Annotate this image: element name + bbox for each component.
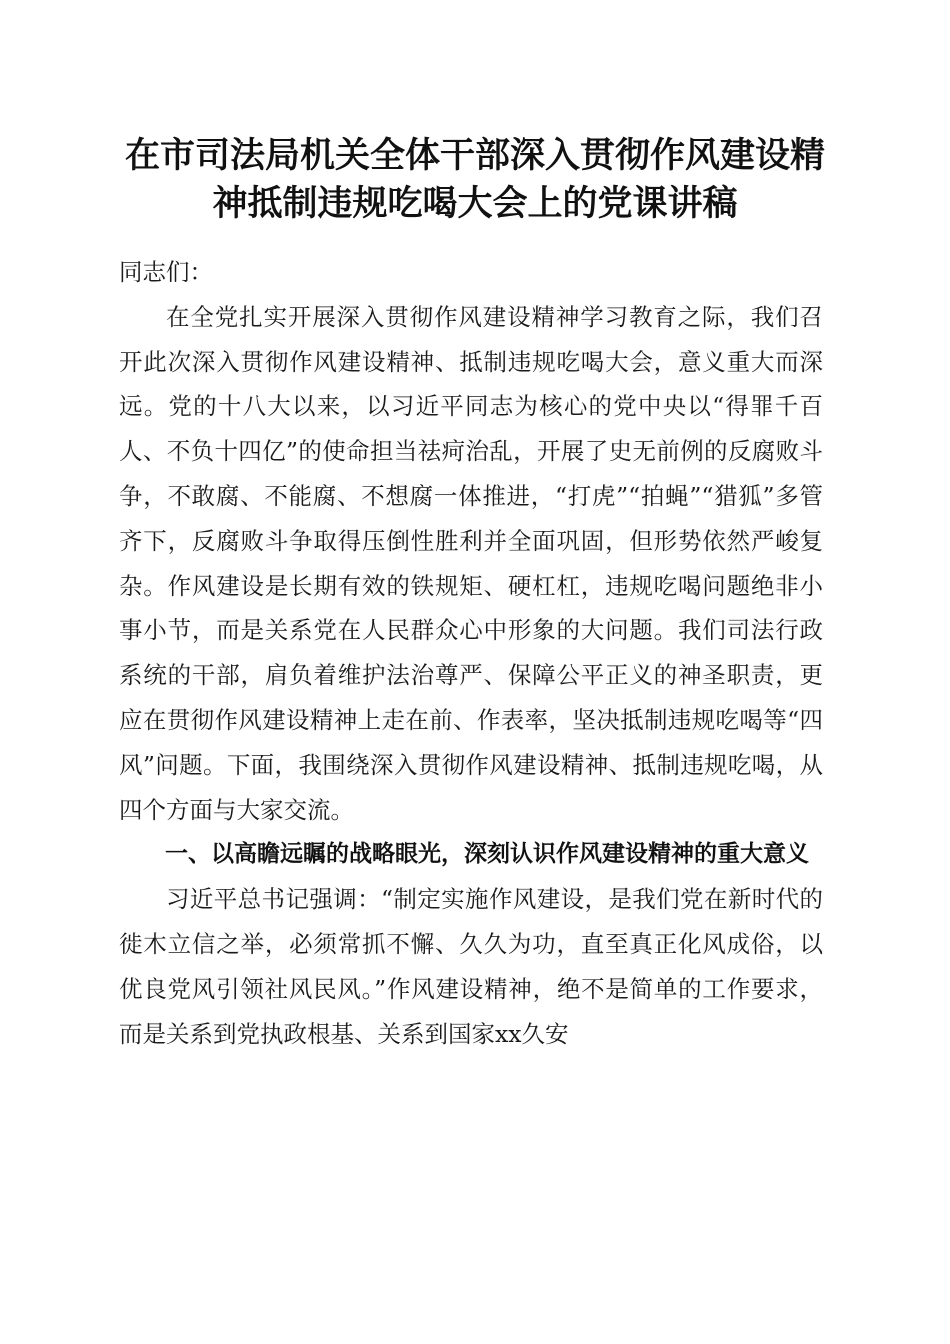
section-paragraph: 习近平总书记强调：“制定实施作风建设，是我们党在新时代的徙木立信之举，必须常抓不懈、久久为功，直至真正化风成俗，以优良党风引领社风民风。”作风建设精神，绝不是简单的工作要求，而是关系到党执政根基、关系到国家xx久安 [119, 885, 823, 1048]
document-title: 在市司法局机关全体干部深入贯彻作风建设精神抵制违规吃喝大会上的党课讲稿 [124, 135, 825, 224]
document-body [119, 250, 823, 1056]
intro-paragraph: 在全党扎实开展深入贯彻作风建设精神学习教育之际，我们召开此次深入贯彻作风建设精神、抵制违规吃喝大会，意义重大而深远。党的十八大以来，以习近平同志为核心的党中央以“得罪千百人、不负十四亿”的使命担当祛疴治乱，开展了史无前例的反腐败斗争，不敢腐、不能腐、不想腐一体推进，“打虎”“拍蝇”“猎狐”多管齐下，反腐败斗争取得压倒性胜利并全面巩固，但形势依然严峻复杂。作风建设是长期有效的铁规矩、硬杠杠，违规吃喝问题绝非小事小节，而是关系党在人民群众心中形象的大问题。我们司法行政系统的干部，肩负着维护法治尊严、保障公平正义的神圣职责，更应在贯彻作风建设精神上走在前、作表率，坚决抵制违规吃喝等“四风”问题。下面，我围绕深入贯彻作风建设精神、抵制违规吃喝，从四个方面与大家交流。 [119, 302, 823, 824]
section-heading: 一、以高瞻远瞩的战略眼光，深刻认识作风建设精神的重大意义 [165, 841, 809, 868]
salutation: 同志们： [119, 258, 213, 286]
